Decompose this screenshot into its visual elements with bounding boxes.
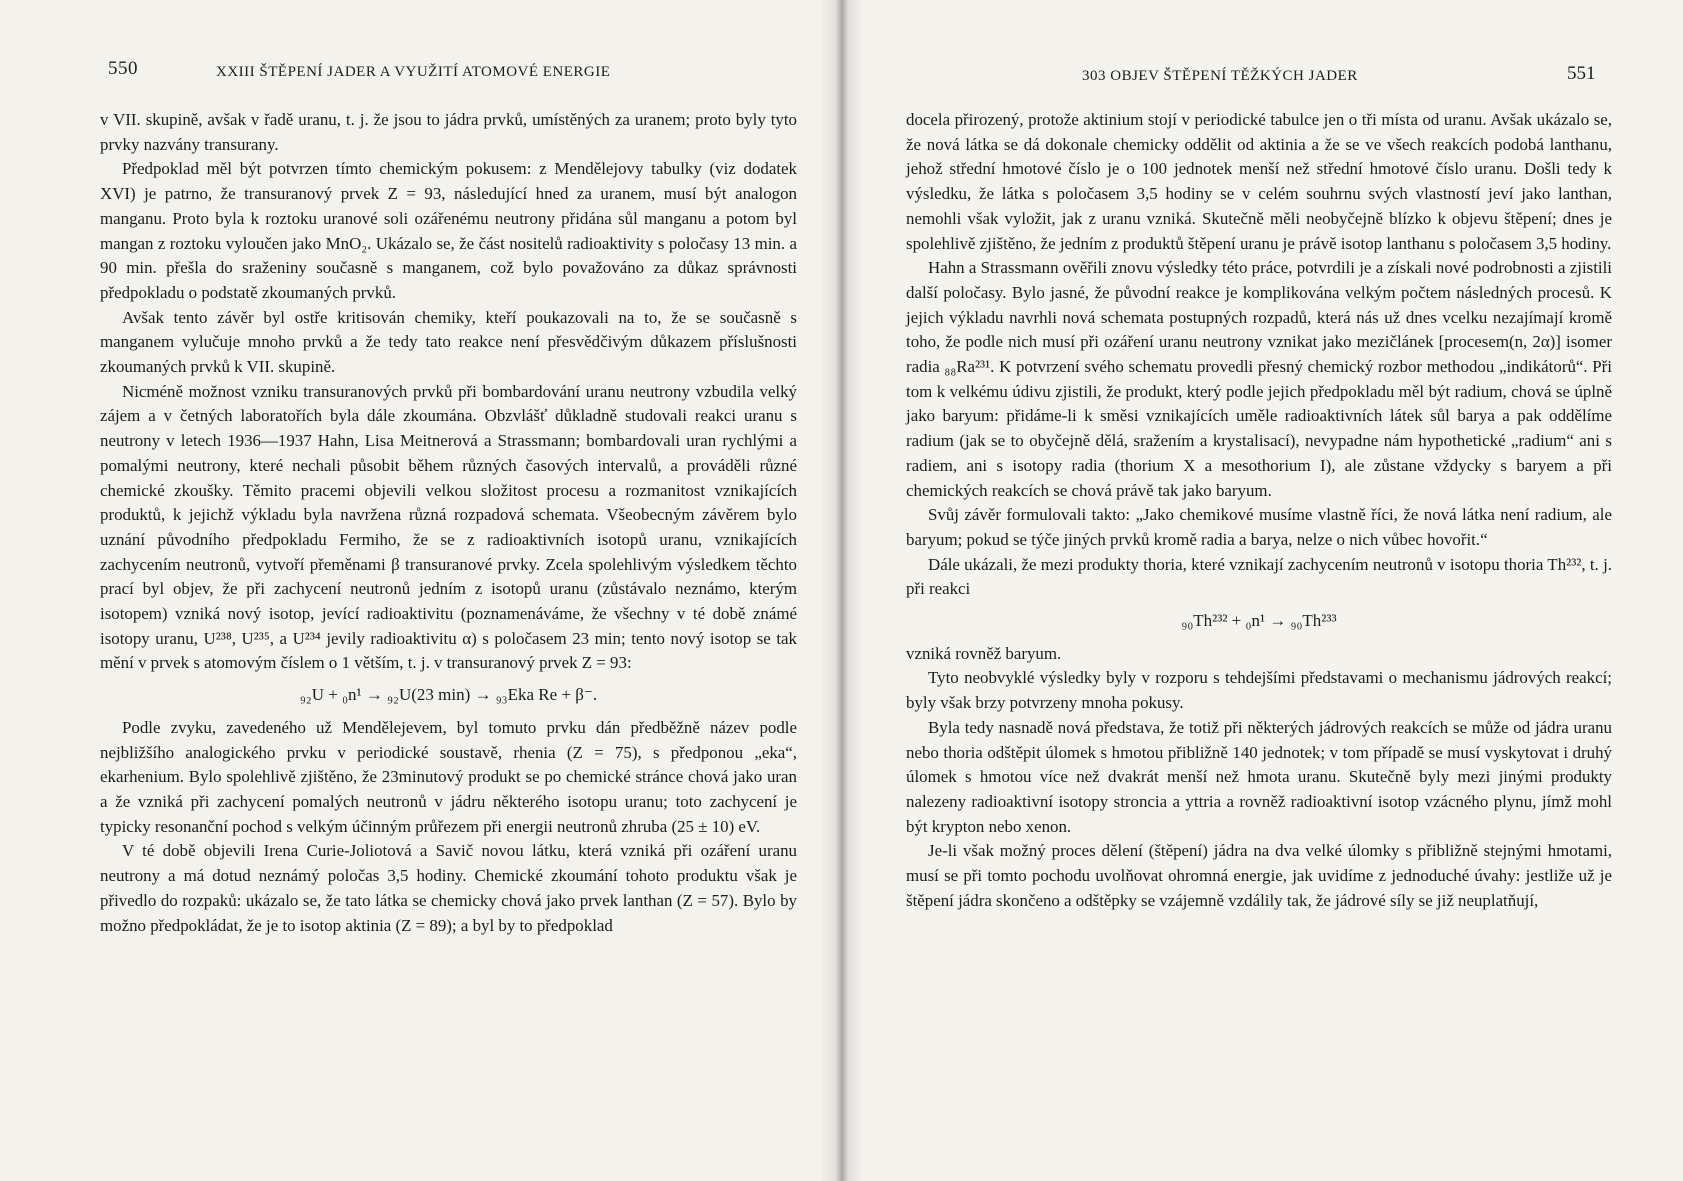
book-gutter xyxy=(820,0,864,1181)
paragraph: Hahn a Strassmann ověřili znovu výsledky této práce, potvrdili je a získali nové podrobnosti a zjistili další poločasy. Bylo jasné, že původní reakce je komplikována velkým počtem následných procesů. K jejich výkladu navrhli nová schemata postupných rozpadů, která nás už dnes vcelku nezajímají kromě toho, že podle nich musí při ozáření uranu neutrony vznikat jako mezičlánek [procesem(n, 2α)] isomer radia ₈₈Ra²³¹. K potvrzení svého schematu provedli přesný chemický rozbor methodou „indikátorů“. Při tom k velkému údivu zjistili, že produkt, který podle jejich předpokladu měl být radium, chová se úplně jako baryum: přidáme-li k směsi vznikajících uměle radioaktivních látek sůl barya a pak oddělíme radium (jak se to obyčejně dělá, sražením a krystalisací), nevypadne nám hypothetické „radium“ ani s radiem, ani s isotopy radia (thorium X a mesothorium I), ale zůstane vždycky s baryem a při chemických reakcích se chová právě tak jako baryum. xyxy=(906,258,1612,500)
paragraph: Je-li však možný proces dělení (štěpení) jádra na dva velké úlomky s přibližně stejnými hmotami, musí se při tomto pochodu uvolňovat ohromná energie, jak uvidíme z jednoduché úvahy: jestliže už je štěpení jádra skončeno a odštěpky se vzájemně vzdálily tak, že jádrové síly se již neuplatňují, xyxy=(906,841,1612,910)
right-page-body xyxy=(906,108,1612,914)
equation: ₉₀Th²³² + ₀n¹ → ₉₀Th²³³ xyxy=(1181,611,1337,631)
equation: ₉₂U + ₀n¹ → ₉₂U(23 min) → ₉₃Eka Re + β⁻. xyxy=(299,685,598,705)
paragraph: Svůj závěr formulovali takto: „Jako chemikové musíme vlastně říci, že nová látka není radium, ale baryum; pokud se týče jiných prvků kromě radia a barya, nelze o nich vůbec hovořit.“ xyxy=(906,505,1612,549)
right-page-number: 551 xyxy=(1567,63,1596,84)
left-running-header: XXIII ŠTĚPENÍ JADER A VYUŽITÍ ATOMOVÉ ENERGIE xyxy=(216,64,611,80)
paragraph: Nicméně možnost vzniku transuranových prvků při bombardování uranu neutrony vzbudila velký zájem a v četných laboratořích byla dále zkoumána. Obzvlášť důkladně studovali reakci uranu s neutrony v letech 1936—1937 Hahn, Lisa Meitnerová a Strassmann; bombardovali uran rychlými a pomalými neutrony, které nechali působit během různých časových intervalů, a prováděli různé chemické zkoušky. Těmito pracemi objevili velkou složitost procesu a rozmanitost vznikajících produktů, k jejichž výkladu byla navržena různá rozpadová schemata. Všeobecným závěrem bylo uznání původního předpokladu Fermiho, že se z radioaktivních isotopů uranu, vznikajících zachycením neutronů, vytvoří přeměnami β transuranové prvky. Zcela spolehlivým výsledkem těchto prací byl objev, že při zachycení neutronů jedním z isotopů uranu (zůstávalo neznámo, kterým isotopem) vzniká nový isotop, jevící radioaktivitu (poznamenáváme, že všechny v té době známé isotopy uranu, U²³⁸, U²³⁵, a U²³⁴ jevily radioaktivitu α) s poločasem 23 min; tento nový isotop se tak mění v prvek s atomovým číslem o 1 větším, t. j. v transuranový prvek Z = 93: xyxy=(100,381,797,673)
paragraph: Předpoklad měl být potvrzen tímto chemickým pokusem: z Mendělejovy tabulky (viz dodatek XVI) je patrno, že transuranový prvek Z = 93, následující hned za uranem, musí být analogon manganu. Proto byla k roztoku uranové soli ozářenému neutrony přidána sůl manganu a potom byl mangan z roztoku vyloučen jako MnO₂. Ukázalo se, že část nositelů radioaktivity s poločasy 13 min. a 90 min. přešla do sraženiny současně s manganem, což bylo považováno za důkaz správnosti předpokladu o podstatě zkoumaných prvků. xyxy=(100,159,797,302)
paragraph: docela přirozený, protože aktinium stojí v periodické tabulce jen o tři místa od uranu. Avšak ukázalo se, že nová látka se dá dokonale chemicky oddělit od aktinia a že se ve všech reakcích podobá lanthanu, jehož střední hmotové číslo je o 100 jednotek menší než střední hmotové číslo uranu. Došli tedy k výsledku, že látka s poločasem 3,5 hodiny se v celém souhrnu svých vlastností jeví jako lanthan, nemohli však vyložit, jak z uranu vzniká. Skutečně měli neobyčejně blízko k objevu štěpení; dnes je spolehlivě zjištěno, že jedním z produktů štěpení uranu je právě isotop lanthanu s poločasem 3,5 hodiny. xyxy=(906,110,1612,253)
left-page-number: 550 xyxy=(108,58,138,79)
paragraph: Avšak tento závěr byl ostře kritisován chemiky, kteří poukazovali na to, že se současně s manganem vylučuje mnoho prvků a že tedy tato reakce není přesvědčivým důkazem příslušnosti zkoumaných prvků k VII. skupině. xyxy=(100,307,797,377)
paragraph: Podle zvyku, zavedeného už Mendělejevem, byl tomuto prvku dán předběžně název podle nejbližšího analogického prvku v periodické soustavě, rhenia (Z = 75), s předponou „eka“, ekarhenium. Bylo spolehlivě zjištěno, že 23minutový produkt se po chemické stránce chová jako uran a že vzniká při zachycení pomalých neutronů v jádru některého isotopu uranu; toto zachycení je typicky resonanční pochod s velkým účinným průřezem při energii neutronů zhruba (25 ± 10) eV. xyxy=(100,717,797,836)
paragraph: Dále ukázali, že mezi produkty thoria, které vznikají zachycením neutronů v isotopu thoria Th²³², t. j. při reakci xyxy=(906,554,1612,599)
paragraph: Tyto neobvyklé výsledky byly v rozporu s tehdejšími představami o mechanismu jádrových reakcí; byly však brzy potvrzeny mnoha pokusy. xyxy=(906,668,1612,713)
right-running-header: 303 OBJEV ŠTĚPENÍ TĚŽKÝCH JADER xyxy=(1082,68,1358,84)
paragraph: v VII. skupině, avšak v řadě uranu, t. j. že jsou to jádra prvků, umístěných za uranem; proto byly tyto prvky nazvány transurany. xyxy=(100,110,797,154)
paragraph: Byla tedy nasnadě nová představa, že totiž při některých jádrových reakcích se může od jádra uranu nebo thoria odštěpit úlomek s hmotou přibližně 140 jednotek; v tom případě se musí vyskytovat i druhý úlomek s hmotou více než dvakrát menší než hmota uranu. Skutečně byly mezi jinými produkty nalezeny radioaktivní isotopy stroncia a yttria a rovněž radioaktivní isotop vzácného plynu, jímž mohl být krypton nebo xenon. xyxy=(906,717,1612,836)
paragraph: V té době objevili Irena Curie-Joliotová a Savič novou látku, která vzniká při ozáření uranu neutrony a má dotud neznámý poločas 3,5 hodiny. Chemické zkoumání tohoto produktu však je přivedlo do rozpaků: ukázalo se, že tato látka se chemicky chová jako prvek lanthan (Z = 57). Bylo by možno předpokládat, že je to isotop aktinia (Z = 89); a byl by to předpoklad xyxy=(100,841,797,935)
left-page-body xyxy=(100,108,797,938)
left-page-header xyxy=(108,58,798,86)
right-page xyxy=(842,0,1683,1181)
paragraph: vzniká rovněž baryum. xyxy=(906,643,1062,663)
